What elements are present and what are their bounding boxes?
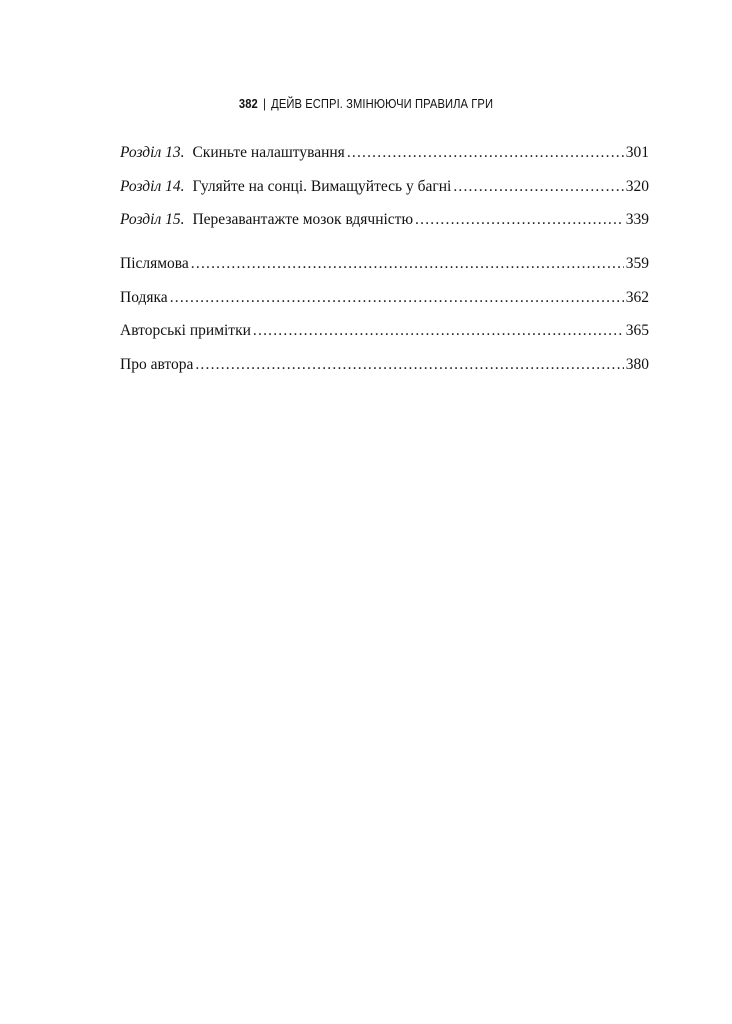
toc-entry-author-notes[interactable]	[120, 320, 649, 342]
entry-title: Скиньте налаштування	[192, 144, 345, 161]
entry-page-number: 365	[625, 322, 649, 339]
toc-entry-afterword[interactable]	[120, 253, 649, 275]
entry-page-number: 339	[625, 211, 649, 228]
entry-title: Післямова	[120, 255, 189, 272]
entry-title: Про автора	[120, 355, 194, 373]
entry-page-number: 359	[625, 255, 649, 272]
dot-leader	[253, 320, 624, 342]
running-header	[51, 95, 681, 113]
chapter-label: Розділ 13.	[120, 144, 185, 161]
entry-title: Авторські примітки	[120, 322, 251, 339]
dot-leader	[415, 209, 624, 231]
entry-title: Гуляйте на сонці. Вимащуйтесь у багні	[192, 177, 452, 195]
page-number: 382	[238, 96, 258, 111]
entry-page-number: 362	[625, 288, 649, 306]
toc-entry-chapter-13[interactable]	[120, 142, 649, 164]
dot-leader	[191, 253, 624, 275]
entry-page-number: 380	[625, 355, 649, 373]
toc-entry-about-author[interactable]	[120, 354, 649, 376]
dot-leader	[170, 287, 624, 309]
toc-entry-chapter-15[interactable]	[120, 209, 649, 231]
dot-leader	[195, 354, 623, 376]
entry-page-number: 301	[625, 144, 649, 161]
entry-page-number: 320	[625, 177, 649, 195]
toc-entry-acknowledgements[interactable]	[120, 287, 649, 309]
running-title: ДЕЙВ ЕСПРІ. ЗМІНЮЮЧИ ПРАВИЛА ГРИ	[271, 96, 494, 111]
dot-leader	[453, 176, 623, 198]
table-of-contents	[120, 142, 649, 387]
toc-entry-chapter-14[interactable]	[120, 176, 649, 198]
header-separator: |	[263, 96, 266, 111]
dot-leader	[347, 142, 624, 164]
entry-title: Перезавантажте мозок вдячністю	[192, 211, 414, 228]
entry-title: Подяка	[120, 288, 168, 306]
chapter-label: Розділ 14.	[120, 177, 185, 195]
chapter-label: Розділ 15.	[120, 211, 185, 228]
